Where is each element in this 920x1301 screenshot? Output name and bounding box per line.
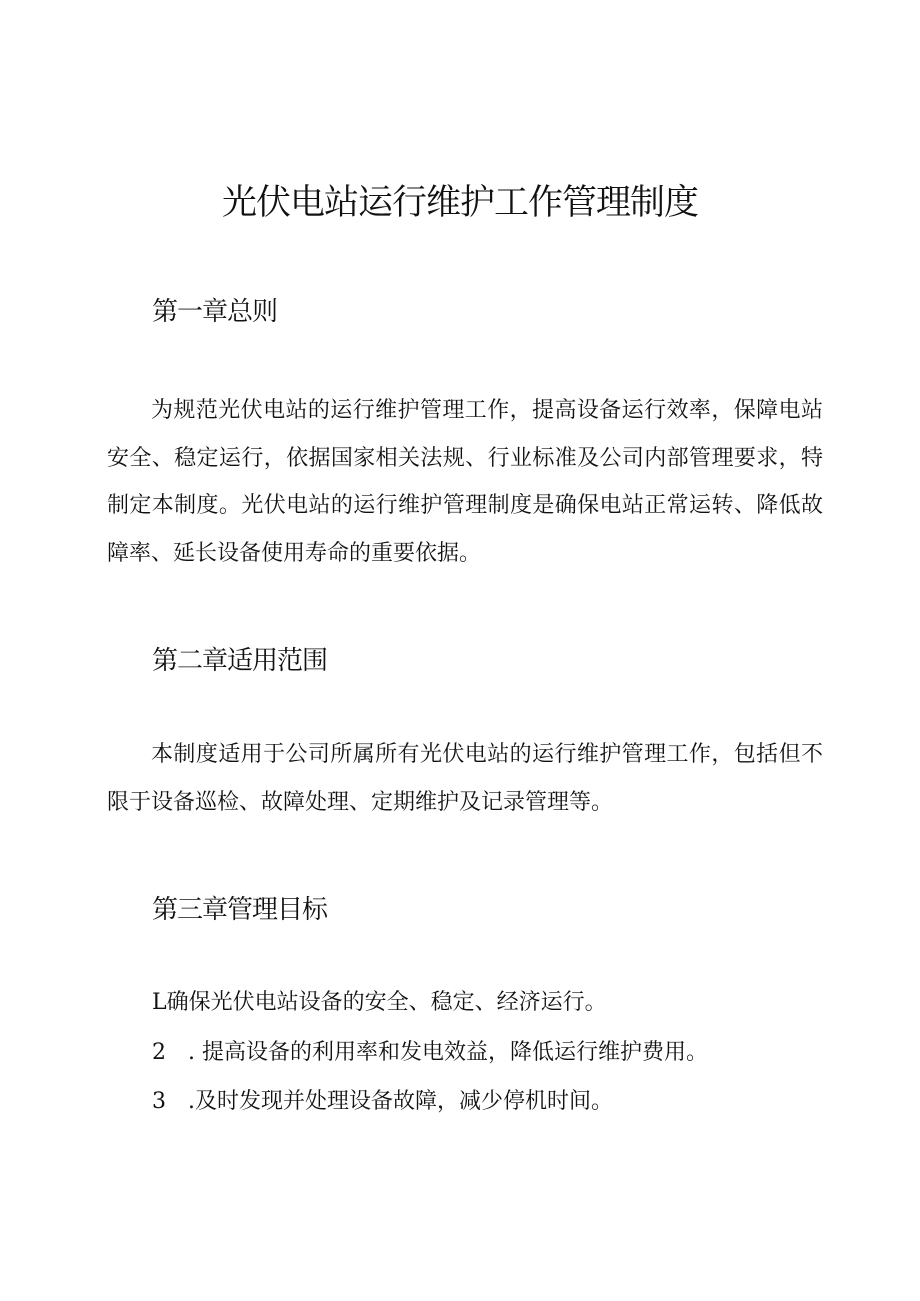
chapter-3-heading: 第三章管理目标: [152, 895, 328, 925]
chapter-1-heading: 第一章总则: [152, 297, 278, 327]
chapter-1-paragraph: 为规范光伏电站的运行维护管理工作，提高设备运行效率，保障电站安全、稳定运行，依据国家相关法规、行业标准及公司内部管理要求，特制定本制度。光伏电站的运行维护管理制度是确保电站正常运转、降低故障率、延长设备使用寿命的重要依据。: [107, 398, 823, 566]
goal-item-1: L确保光伏电站设备的安全、稳定、经济运行。: [152, 990, 607, 1015]
document-title: 光伏电站运行维护工作管理制度: [221, 183, 698, 223]
chapter-2-heading: 第二章适用范围: [152, 646, 328, 676]
goal-item-2: 2 . 提高设备的利用率和发电效益，降低运行维护费用。: [152, 1040, 708, 1065]
goal-item-3: 3 .及时发现并处理设备故障，减少停机时间。: [152, 1089, 613, 1114]
chapter-2-paragraph: 本制度适用于公司所属所有光伏电站的运行维护管理工作，包括但不限于设备巡检、故障处理、定期维护及记录管理等。: [107, 742, 823, 815]
